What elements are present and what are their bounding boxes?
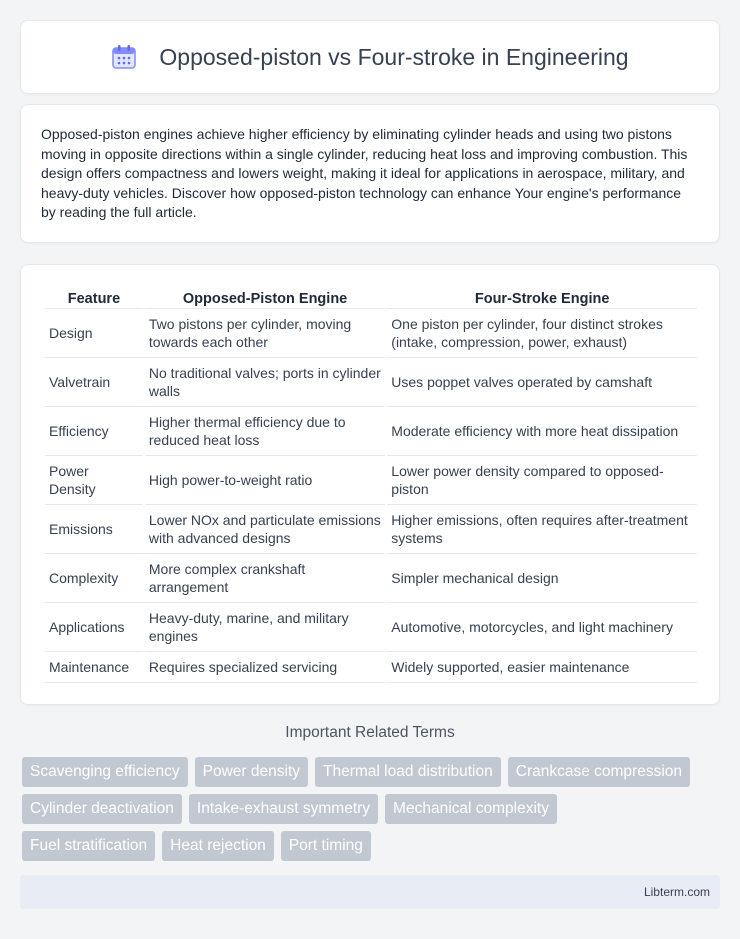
footer (20, 875, 720, 909)
four-stroke-cell: Moderate efficiency with more heat dissipation (387, 407, 697, 456)
related-term-tag[interactable]: Fuel stratification (22, 831, 155, 861)
calendar-icon (111, 44, 137, 70)
table-row (45, 456, 697, 505)
header-opposed-piston: Opposed-Piston Engine (145, 285, 385, 309)
opposed-piston-cell: High power-to-weight ratio (145, 456, 385, 505)
related-term-tag[interactable]: Thermal load distribution (315, 757, 501, 787)
related-term-tag[interactable]: Heat rejection (162, 831, 274, 861)
tag-row (22, 757, 722, 787)
tag-row (22, 794, 722, 824)
feature-cell: Efficiency (45, 407, 143, 456)
footer-site-link[interactable]: Libterm.com (643, 885, 710, 899)
opposed-piston-cell: Requires specialized servicing (145, 652, 385, 683)
four-stroke-cell: Higher emissions, often requires after-treatment systems (387, 505, 697, 554)
table-header-row (45, 285, 697, 309)
feature-cell: Maintenance (45, 652, 143, 683)
header-four-stroke: Four-Stroke Engine (387, 285, 697, 309)
four-stroke-cell: Uses poppet valves operated by camshaft (387, 358, 697, 407)
four-stroke-cell: One piston per cylinder, four distinct strokes (intake, compression, power, exhaust) (387, 309, 697, 358)
table-row (45, 407, 697, 456)
title-card (20, 20, 720, 94)
related-term-tag[interactable]: Mechanical complexity (385, 794, 557, 824)
feature-cell: Emissions (45, 505, 143, 554)
opposed-piston-cell: No traditional valves; ports in cylinder walls (145, 358, 385, 407)
intro-text: Opposed-piston engines achieve higher efficiency by eliminating cylinder heads and using two pistons moving in opposite directions within a single cylinder, reducing heat loss and improving combustion. This design offers compactness and lowers weight, making it ideal for applications in aerospace, military, and heavy-duty vehicles. Discover how opposed-piston technology can enhance Your engine's performance by reading the full article. (41, 126, 688, 221)
feature-cell: Valvetrain (45, 358, 143, 407)
feature-cell: Complexity (45, 554, 143, 603)
related-term-tag[interactable]: Power density (195, 757, 308, 787)
opposed-piston-cell: Heavy-duty, marine, and military engines (145, 603, 385, 652)
table-row (45, 505, 697, 554)
four-stroke-cell: Widely supported, easier maintenance (387, 652, 697, 683)
related-term-tag[interactable]: Intake-exhaust symmetry (189, 794, 378, 824)
tag-row (22, 831, 722, 861)
related-terms-list (22, 757, 722, 868)
comparison-table-card (20, 264, 720, 705)
page-title: Opposed-piston vs Four-stroke in Engineering (159, 43, 629, 70)
opposed-piston-cell: Two pistons per cylinder, moving towards each other (145, 309, 385, 358)
header-feature: Feature (45, 285, 143, 309)
table-row (45, 603, 697, 652)
opposed-piston-cell: More complex crankshaft arrangement (145, 554, 385, 603)
related-term-tag[interactable]: Cylinder deactivation (22, 794, 182, 824)
table-row (45, 652, 697, 683)
four-stroke-cell: Simpler mechanical design (387, 554, 697, 603)
feature-cell: Power Density (45, 456, 143, 505)
related-terms-title: Important Related Terms (285, 724, 455, 741)
table-row (45, 358, 697, 407)
table-row (45, 309, 697, 358)
related-term-tag[interactable]: Port timing (281, 831, 371, 861)
related-term-tag[interactable]: Crankcase compression (508, 757, 690, 787)
comparison-table (43, 285, 699, 683)
opposed-piston-cell: Higher thermal efficiency due to reduced heat loss (145, 407, 385, 456)
opposed-piston-cell: Lower NOx and particulate emissions with advanced designs (145, 505, 385, 554)
feature-cell: Applications (45, 603, 143, 652)
table-row (45, 554, 697, 603)
intro-card (20, 104, 720, 243)
related-term-tag[interactable]: Scavenging efficiency (22, 757, 188, 787)
four-stroke-cell: Lower power density compared to opposed-piston (387, 456, 697, 505)
four-stroke-cell: Automotive, motorcycles, and light machinery (387, 603, 697, 652)
feature-cell: Design (45, 309, 143, 358)
